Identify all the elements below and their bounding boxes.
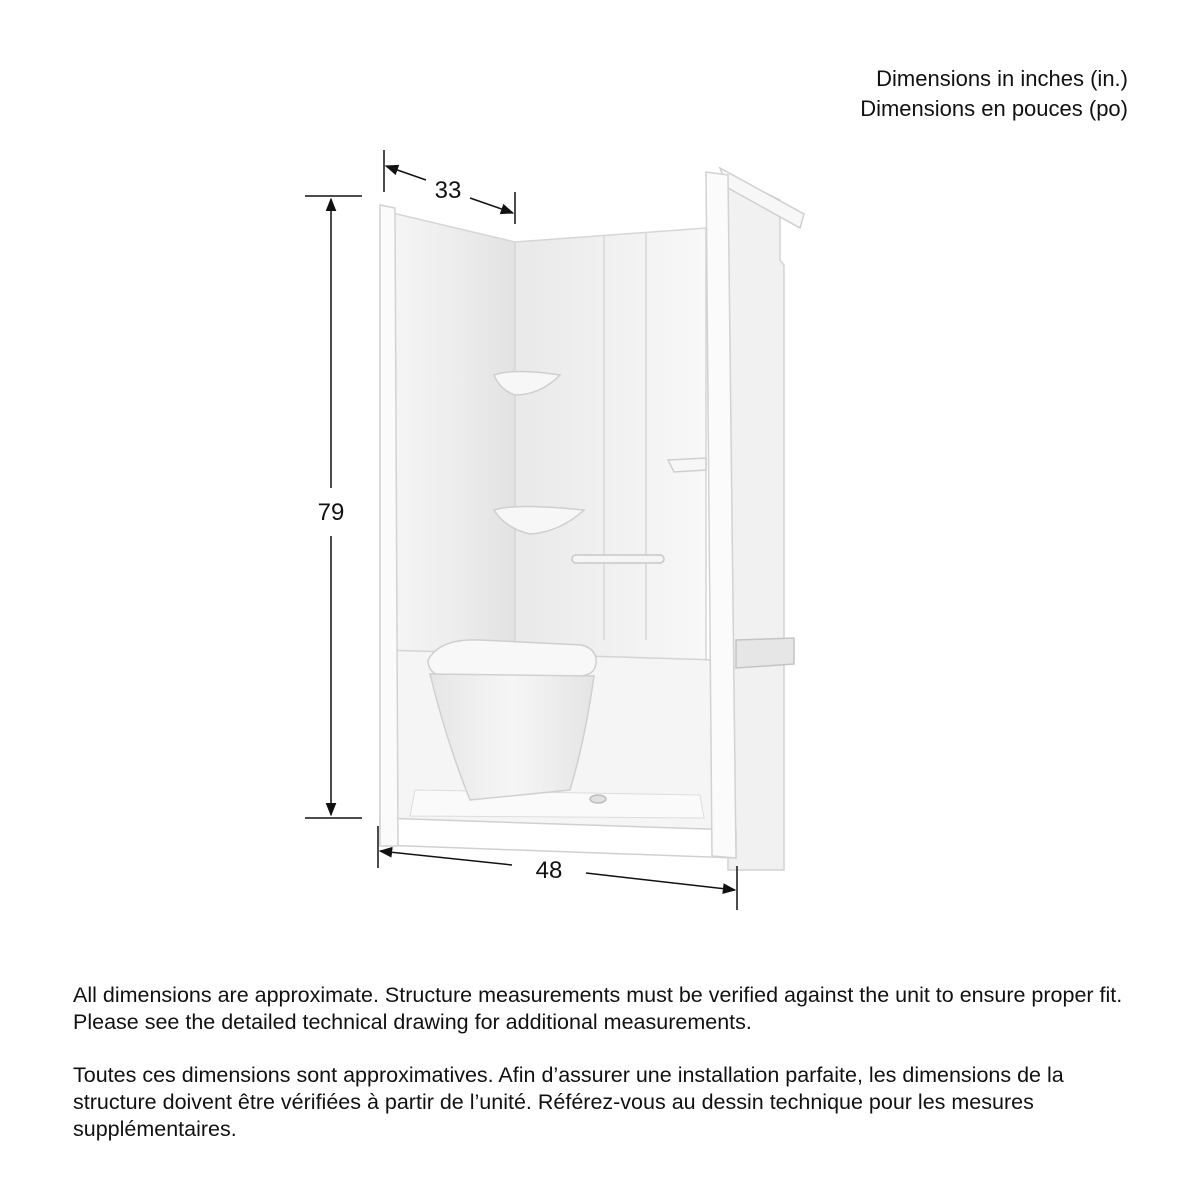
- units-note-french: Dimensions en pouces (po): [860, 96, 1128, 121]
- disclaimer: [73, 982, 1143, 1169]
- corner-seat-top: [428, 640, 596, 676]
- width-label: 48: [535, 857, 563, 884]
- depth-label: 33: [434, 177, 462, 204]
- grab-bar: [572, 555, 664, 563]
- depth-arrow-right: [470, 198, 513, 213]
- right-side-panel: [728, 175, 784, 870]
- shower-floor: [410, 790, 704, 818]
- drain: [590, 795, 606, 803]
- disclaimer-french: Toutes ces dimensions sont approximatives. Afin d’assurer une installation parfaite, les dimensions de la structure doivent être vérifiées à partir de l’unité. Référez-vous au dessin technique pour les mesures supplémentaires.: [73, 1063, 1064, 1141]
- width-arrow-right: [586, 873, 735, 890]
- units-note-english: Dimensions in inches (in.): [876, 66, 1128, 91]
- height-dimension: [305, 196, 362, 818]
- depth-arrow-left: [386, 166, 426, 180]
- left-front-edge: [380, 205, 398, 846]
- width-arrow-left: [380, 851, 512, 865]
- depth-dimension: [384, 150, 515, 224]
- disclaimer-english: All dimensions are approximate. Structure measurements must be verified against the unit to ensure proper fit. Please see the detailed technical drawing for additional measurements.: [73, 983, 1123, 1034]
- height-label: 79: [317, 499, 345, 526]
- side-shelf: [668, 458, 706, 472]
- shower-unit-illustration: [380, 168, 804, 870]
- side-bar: [736, 638, 794, 668]
